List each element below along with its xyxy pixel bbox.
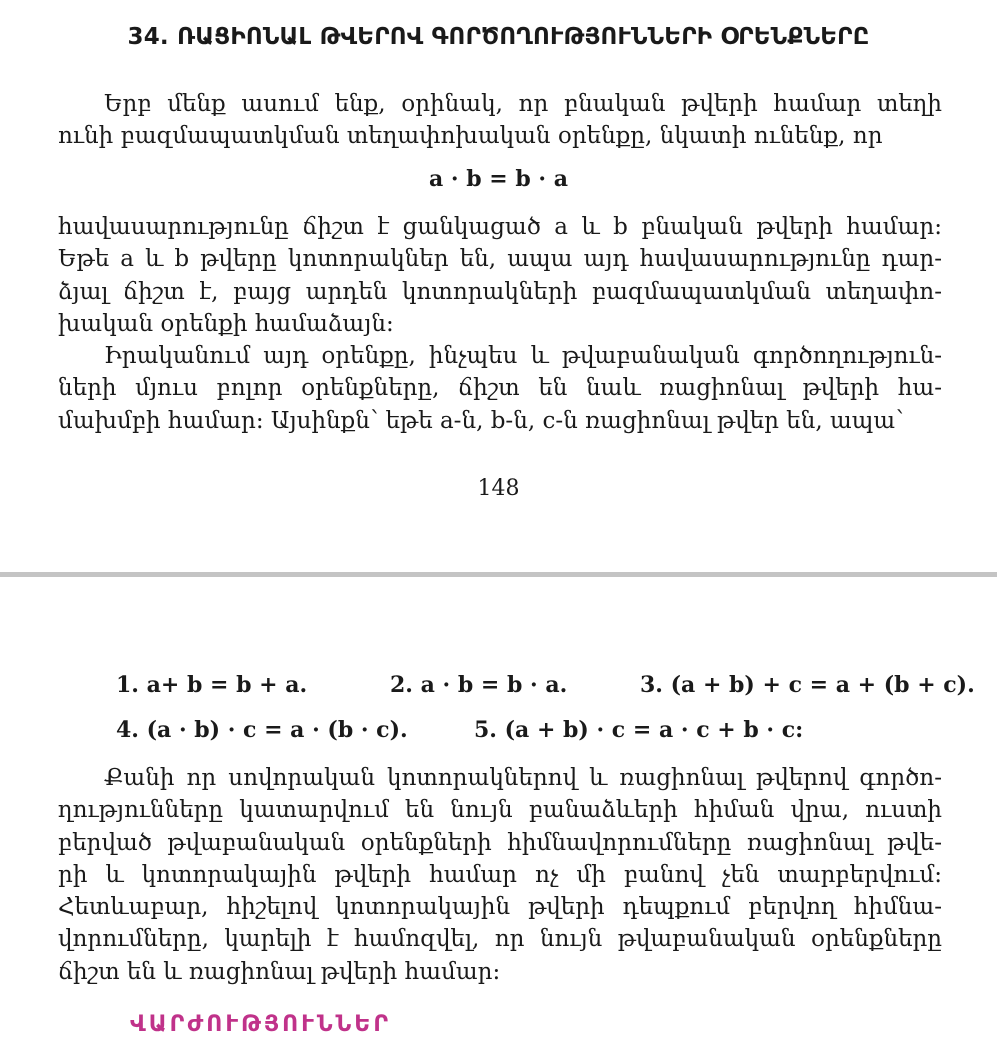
rational-laws-paragraph (58, 340, 942, 437)
intro-paragraph (58, 88, 942, 153)
text-line: Հետևաբար, հիշելով կոտորակային թվերի դեպքում բերվող հիմնա- (58, 894, 942, 921)
text-line: խական օրենքի համաձայն: (58, 310, 394, 337)
text-line: ղությունները կատարվում են նույն բանաձևերի հիման վրա, ուստի (58, 797, 942, 824)
commutative-formula: a · b = b · a (429, 166, 568, 192)
text-line: Քանի որ սովորական կոտորակներով և ռացիոնալ թվերով գործո- (104, 765, 942, 791)
conclusion-paragraph (58, 762, 942, 988)
text-line: վորումները, կարելի է համոզվել, որ նույն թվաբանական օրենքները (58, 926, 942, 953)
page-number: 148 (477, 476, 520, 501)
text-line: Եթե a և b թվերը կոտորակներ են, ապա այդ հավասարությունը դար- (58, 246, 942, 273)
law-1: 1. a+ b = b + a. (116, 672, 308, 698)
text-line: ձյալ ճիշտ է, բայց արդեն կոտորակների բազմապատկման տեղափո- (58, 278, 942, 305)
law-4: 4. (a · b) · c = a · (b · c). (116, 717, 408, 743)
text-line: ճիշտ են և ռացիոնալ թվերի համար: (58, 958, 501, 985)
cutoff-heading-text: ՎԱՐԺՈՒԹՅՈՒՆՆԵՐ (130, 1012, 391, 1037)
cutoff-heading (130, 1012, 560, 1037)
text-line: Իրականում այդ օրենքը, ինչպես և թվաբանական գործողություն- (104, 343, 942, 369)
law-5: 5. (a + b) · c = a · c + b · c: (474, 717, 804, 743)
text-line: մախմբի համար: Այսինքն՝ եթե a-ն, b-ն, c-ն ռացիոնալ թվեր են, ապա՝ (58, 407, 904, 434)
law-2: 2. a · b = b · a. (390, 672, 568, 698)
section-title: 34. ՌԱՑԻՈՆԱԼ ԹՎԵՐՈՎ ԳՈՐԾՈՂՈՒԹՅՈՒՆՆԵՐԻ ՕՐԵՆՔՆԵՐԸ (127, 24, 870, 50)
page-divider (0, 572, 997, 577)
text-line: ունի բազմապատկման տեղափոխական օրենքը, նկատի ունենք, որ (58, 123, 883, 150)
law-3: 3. (a + b) + c = a + (b + c). (640, 672, 975, 698)
explanation-paragraph (58, 211, 942, 340)
text-line: բերված թվաբանական օրենքների հիմնավորումները ռացիոնալ թվե- (58, 829, 942, 856)
text-line: Երբ մենք ասում ենք, օրինակ, որ բնական թվերի համար տեղի (104, 91, 942, 117)
text-line: հավասարությունը ճիշտ է ցանկացած a և b բնական թվերի համար: (58, 214, 942, 240)
text-line: ների մյուս բոլոր օրենքները, ճիշտ են նաև ռացիոնալ թվերի հա- (58, 375, 942, 402)
text-line: րի և կոտորակային թվերի համար ոչ մի բանով չեն տարբերվում: (58, 861, 942, 888)
